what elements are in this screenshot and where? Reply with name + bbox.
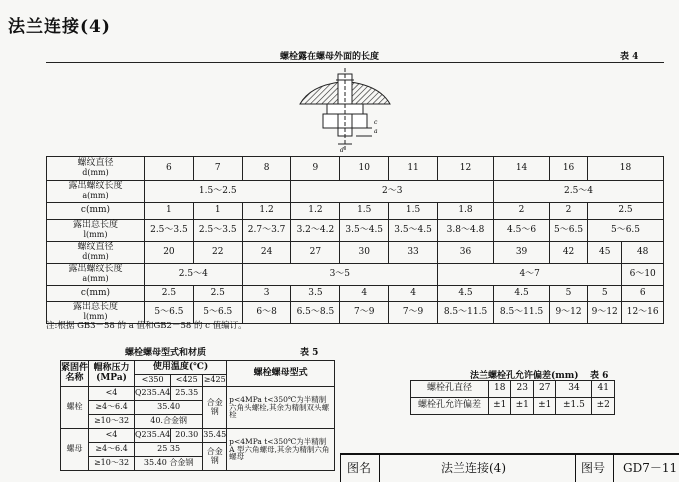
cell: 14 — [494, 157, 550, 181]
cell: 7～9 — [389, 302, 438, 324]
table4-number: 表 4 — [620, 52, 639, 62]
divider — [613, 455, 614, 482]
svg-text:c: c — [374, 119, 378, 126]
row-label: 螺栓孔直径 — [411, 381, 489, 398]
table6-number: 表 6 — [590, 371, 609, 381]
cell: <4 — [89, 429, 135, 443]
row-label-l: 露出总长度 l(mm) — [47, 302, 145, 324]
cell: 7 — [193, 157, 242, 181]
cell: 1 — [145, 203, 194, 220]
row-label: 螺栓孔允许偏差 — [411, 398, 489, 415]
cell: 4.5～6 — [494, 220, 550, 242]
table4-note: 注:根据 GB3－58 的 a 值和GB2－58 的 c 值编订。 — [46, 321, 247, 331]
cell: 11 — [389, 157, 438, 181]
cell: 3.5～4.5 — [389, 220, 438, 242]
cell: 3.5 — [291, 286, 340, 302]
header-part: 紧固件名称 — [61, 361, 89, 387]
part-nut: 螺母 — [61, 429, 89, 471]
cell: 18 — [489, 381, 511, 398]
row-label-c: c(mm) — [47, 286, 145, 302]
cell: 42 — [550, 242, 588, 264]
title-block-name-label: 图名 — [347, 461, 372, 475]
cell: 5～6.5 — [193, 302, 242, 324]
cell: 8.5～11.5 — [437, 302, 493, 324]
cell: 4.5 — [437, 286, 493, 302]
cell: 合金钢 — [203, 443, 227, 471]
cell: 1.2 — [291, 203, 340, 220]
cell: 2.5～3.5 — [193, 220, 242, 242]
cell: 20.30 — [171, 429, 203, 443]
title-block-number-label: 图号 — [581, 461, 606, 475]
cell: 30 — [340, 242, 389, 264]
cell: 4～7 — [437, 264, 621, 286]
cell: 27 — [533, 381, 555, 398]
cell: 9～12 — [550, 302, 588, 324]
cell: ±1 — [511, 398, 533, 415]
cell: 2 — [494, 203, 550, 220]
cell: 8 — [242, 157, 291, 181]
cell: 1.5 — [389, 203, 438, 220]
cell: 27 — [291, 242, 340, 264]
row-label-d: 螺纹直径 d(mm) — [47, 242, 145, 264]
cell: 22 — [193, 242, 242, 264]
cell: Q235.A4 — [135, 429, 171, 443]
cell: 6～8 — [242, 302, 291, 324]
cell: 16 — [550, 157, 588, 181]
cell: 9～12 — [588, 302, 622, 324]
cell: 5 — [550, 286, 588, 302]
cell: ≥4～6.4 — [89, 443, 135, 457]
title-block — [340, 453, 679, 482]
cell: 36 — [437, 242, 493, 264]
cell: 1.8 — [437, 203, 493, 220]
svg-text:d: d — [340, 147, 344, 152]
cell: 9 — [291, 157, 340, 181]
cell: 4 — [389, 286, 438, 302]
cell: 2.5 — [145, 286, 194, 302]
table6-caption: 法兰螺栓孔允许偏差(mm) — [470, 371, 579, 381]
cell: 4.5 — [494, 286, 550, 302]
cell: 6 — [622, 286, 664, 302]
cell: 6 — [145, 157, 194, 181]
row-label-l: 露出总长度 l(mm) — [47, 220, 145, 242]
cell: 2.5 — [588, 203, 664, 220]
cell: 5～6.5 — [145, 302, 194, 324]
cell: 45 — [588, 242, 622, 264]
cell: 39 — [494, 242, 550, 264]
cell: 5 — [588, 286, 622, 302]
table6-grid — [410, 380, 615, 415]
header-t1: <350 — [135, 375, 171, 387]
cell: ≥10～32 — [89, 415, 135, 429]
cell: 12～16 — [622, 302, 664, 324]
cell: 4 — [340, 286, 389, 302]
cell: 2.7～3.7 — [242, 220, 291, 242]
cell: 合金钢 — [203, 387, 227, 429]
cell: ≥10～32 — [89, 457, 135, 471]
cell: 2.5～4 — [494, 181, 664, 203]
cell: ±1.5 — [556, 398, 592, 415]
cell: 2～3 — [291, 181, 494, 203]
cell: 41 — [592, 381, 615, 398]
divider — [379, 455, 380, 482]
header-t2: <425 — [171, 375, 203, 387]
cell: 20 — [145, 242, 194, 264]
cell: 35.40 合金钢 — [135, 457, 203, 471]
cell: 18 — [588, 157, 664, 181]
cell: ≥4～6.4 — [89, 401, 135, 415]
cell: 1 — [193, 203, 242, 220]
cell: 25 35 — [135, 443, 203, 457]
cell: <4 — [89, 387, 135, 401]
caption-rule — [46, 62, 664, 63]
cell: 3.2～4.2 — [291, 220, 340, 242]
cell: 2.5～3.5 — [145, 220, 194, 242]
cell: 3.5～4.5 — [340, 220, 389, 242]
title-block-number: GD7－11 — [623, 461, 678, 475]
cell: 2.5 — [193, 286, 242, 302]
cell: 3 — [242, 286, 291, 302]
cell: 8.5～11.5 — [494, 302, 550, 324]
row-label-d: 螺纹直径 d(mm) — [47, 157, 145, 181]
page-title: 法兰连接(4) — [8, 17, 111, 37]
cell: 35.45 — [203, 429, 227, 443]
cell: 34 — [556, 381, 592, 398]
table4-caption: 螺栓露在螺母外面的长度 — [280, 52, 380, 62]
cell: 5～6.5 — [550, 220, 588, 242]
cell: Q235.A4 — [135, 387, 171, 401]
cell: 24 — [242, 242, 291, 264]
cell: 3.8～4.8 — [437, 220, 493, 242]
table5-number: 表 5 — [300, 348, 319, 358]
cell: ±1 — [533, 398, 555, 415]
cell: 6.5～8.5 — [291, 302, 340, 324]
header-temp: 使用温度(℃) — [135, 361, 227, 375]
title-block-name: 法兰连接(4) — [441, 461, 506, 475]
row-label-a: 露出螺纹长度 a(mm) — [47, 264, 145, 286]
header-pressure: 帽称压力(MPa) — [89, 361, 135, 387]
cell: 1.5～2.5 — [145, 181, 291, 203]
row-label-c: c(mm) — [47, 203, 145, 220]
cell: 35.40 — [135, 401, 203, 415]
cell: 3～5 — [242, 264, 437, 286]
cell: 25.35 — [171, 387, 203, 401]
header-type: 螺栓螺母型式 — [227, 361, 335, 387]
cell: 7～9 — [340, 302, 389, 324]
cell: ±1 — [489, 398, 511, 415]
bolt-nut-diagram-icon — [280, 66, 410, 152]
table5-grid — [60, 360, 335, 471]
cell: ±2 — [592, 398, 615, 415]
row-label-a: 露出螺纹长度 a(mm) — [47, 181, 145, 203]
header-t3: ≥425 — [203, 375, 227, 387]
cell: 6～10 — [622, 264, 664, 286]
part-bolt: 螺栓 — [61, 387, 89, 429]
cell: 2 — [550, 203, 588, 220]
cell: 10 — [340, 157, 389, 181]
cell: 1.5 — [340, 203, 389, 220]
cell: 12 — [437, 157, 493, 181]
cell: 33 — [389, 242, 438, 264]
table4-grid — [46, 156, 664, 324]
cell: 40.合金钢 — [135, 415, 203, 429]
nut-type: p<4MPa t<350℃为半精制 A 型六角螺母,其余为精制六角螺母 — [227, 429, 335, 471]
table5-caption: 螺栓螺母型式和材质 — [125, 348, 207, 358]
bolt-type: p<4MPa t<350℃为半精制六角头螺栓,其余为精制双头螺栓 — [227, 387, 335, 429]
divider — [575, 455, 576, 482]
cell: 23 — [511, 381, 533, 398]
svg-text:a: a — [374, 128, 378, 135]
cell: 1.2 — [242, 203, 291, 220]
cell: 48 — [622, 242, 664, 264]
cell: 2.5～4 — [145, 264, 243, 286]
cell: 5～6.5 — [588, 220, 664, 242]
